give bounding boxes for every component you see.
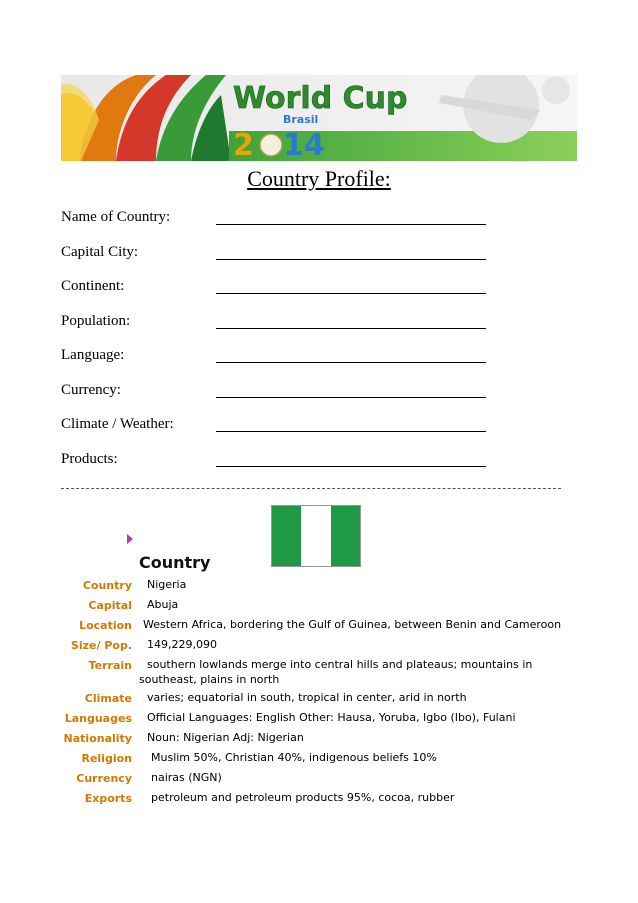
form-row-name	[61, 209, 501, 229]
form-row-language	[61, 347, 501, 367]
fact-label-terrain: Terrain	[88, 659, 132, 672]
form-label: Capital City:	[61, 244, 139, 260]
fact-label-country: Country	[82, 579, 132, 592]
fact-value-religion: Muslim 50%, Christian 40%, indigenous beliefs 10%	[151, 751, 437, 764]
fill-in-line	[216, 397, 486, 398]
trophy-icon	[260, 134, 282, 156]
fact-label-capital: Capital	[88, 599, 132, 612]
fact-value-location: Western Africa, bordering the Gulf of Guinea, between Benin and Cameroon	[143, 618, 562, 631]
form-row-currency	[61, 382, 501, 402]
form-row-population	[61, 313, 501, 333]
fact-label-currency: Currency	[76, 772, 132, 785]
fact-value-currency: nairas (NGN)	[151, 771, 222, 784]
flag-stripe-left	[272, 506, 301, 566]
banner-graphic	[61, 75, 577, 161]
form-label: Language:	[61, 347, 125, 363]
banner-subtitle: Brasil	[283, 113, 319, 126]
fact-value-climate: varies; equatorial in south, tropical in center, arid in north	[147, 691, 467, 704]
fact-label-religion: Religion	[81, 752, 132, 765]
fill-in-line	[216, 328, 486, 329]
form-row-continent	[61, 278, 501, 298]
fact-label-size-pop: Size/ Pop.	[70, 639, 132, 652]
world-cup-banner	[61, 75, 577, 161]
banner-year-prefix: 2	[233, 128, 254, 161]
form-label: Name of Country:	[61, 209, 171, 225]
fact-value-country: Nigeria	[147, 578, 187, 591]
fact-value-terrain: southern lowlands merge into central hills and plateaus; mountains in southeast, plains in north	[139, 658, 533, 686]
form-row-capital	[61, 244, 501, 264]
fill-in-line	[216, 224, 486, 225]
banner-title: World Cup	[233, 81, 408, 116]
form-label: Continent:	[61, 278, 125, 294]
fill-in-line	[216, 431, 486, 432]
flag-stripe-center	[301, 506, 330, 566]
fact-value-capital: Abuja	[147, 598, 179, 611]
fact-value-exports: petroleum and petroleum products 95%, cocoa, rubber	[151, 791, 455, 804]
form-label: Climate / Weather:	[61, 416, 174, 432]
dashed-divider	[61, 488, 561, 489]
form-label: Products:	[61, 451, 118, 467]
fact-value-languages: Official Languages: English Other: Hausa, Yoruba, Igbo (Ibo), Fulani	[147, 711, 516, 724]
bullet-arrow-icon	[127, 534, 133, 544]
fact-label-exports: Exports	[84, 792, 132, 805]
form-label: Currency:	[61, 382, 121, 398]
fact-label-nationality: Nationality	[63, 732, 132, 745]
fill-in-line	[216, 259, 486, 260]
flag-stripe-right	[331, 506, 360, 566]
fill-in-line	[216, 466, 486, 467]
form-row-climate	[61, 416, 501, 436]
fact-value-nationality: Noun: Nigerian Adj: Nigerian	[147, 731, 304, 744]
fact-label-languages: Languages	[64, 712, 132, 725]
fact-label-climate: Climate	[84, 692, 132, 705]
fact-value-size-pop: 149,229,090	[147, 638, 217, 651]
facts-heading: Country	[139, 553, 211, 572]
page-title: Country Profile:	[247, 166, 391, 191]
fill-in-line	[216, 293, 486, 294]
form-label: Population:	[61, 313, 131, 329]
nigeria-flag	[271, 505, 361, 567]
fill-in-line	[216, 362, 486, 363]
fact-label-location: Location	[79, 619, 132, 632]
banner-year-suffix: 14	[283, 128, 325, 161]
form-row-products	[61, 451, 501, 471]
